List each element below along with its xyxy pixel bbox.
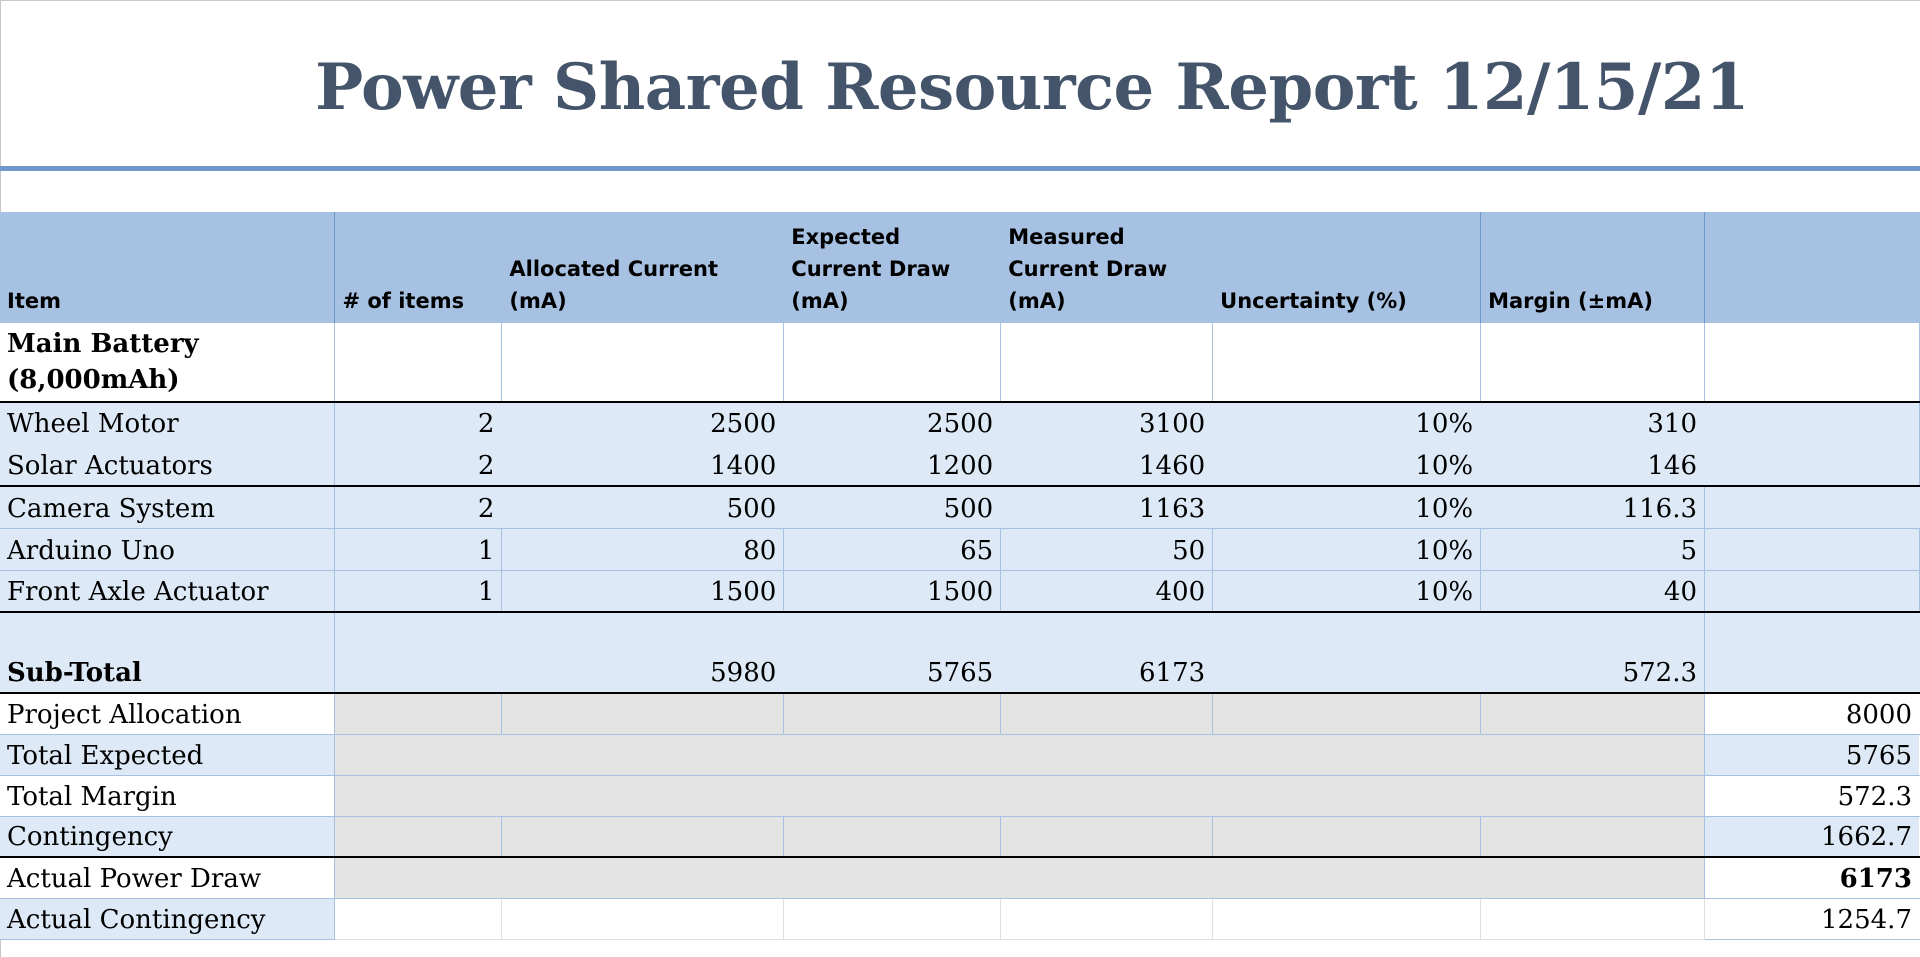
- blank-cell[interactable]: [1705, 486, 1920, 528]
- report-title: Power Shared Resource Report 12/15/21: [315, 50, 1749, 125]
- margin-cell[interactable]: 310: [1481, 402, 1705, 443]
- section-cell[interactable]: [784, 323, 1001, 402]
- footer-row-project-allocation: [0, 693, 1920, 734]
- uncertainty-cell[interactable]: 10%: [1213, 443, 1481, 486]
- uncertainty-cell[interactable]: 10%: [1213, 402, 1481, 443]
- header-blank[interactable]: [1705, 212, 1920, 323]
- item-cell[interactable]: Wheel Motor: [0, 402, 335, 443]
- greyed-cell[interactable]: [502, 816, 784, 857]
- empty-cell[interactable]: [502, 898, 784, 939]
- table-row: [0, 570, 1920, 612]
- margin-cell[interactable]: 146: [1481, 443, 1705, 486]
- footer-row-actual-contingency: [0, 898, 1920, 939]
- section-cell[interactable]: [502, 323, 784, 402]
- measured-cell[interactable]: 1163: [1001, 486, 1213, 528]
- margin-cell[interactable]: 5: [1481, 528, 1705, 570]
- margin-cell[interactable]: 116.3: [1481, 486, 1705, 528]
- expected-cell[interactable]: 500: [784, 486, 1001, 528]
- footer-value[interactable]: 572.3: [1705, 775, 1920, 816]
- count-cell[interactable]: 2: [335, 402, 502, 443]
- section-cell[interactable]: [1001, 323, 1213, 402]
- section-cell[interactable]: [1481, 323, 1705, 402]
- greyed-cell[interactable]: [784, 693, 1001, 734]
- footer-label[interactable]: Total Expected: [0, 734, 335, 775]
- footer-value[interactable]: 1662.7: [1705, 816, 1920, 857]
- subtotal-measured[interactable]: 6173: [1001, 612, 1213, 693]
- empty-cell[interactable]: [1213, 898, 1481, 939]
- subtotal-uncertainty-cell[interactable]: [1213, 612, 1481, 693]
- greyed-cell[interactable]: [784, 816, 1001, 857]
- empty-cell[interactable]: [784, 898, 1001, 939]
- expected-cell[interactable]: 2500: [784, 402, 1001, 443]
- greyed-cell[interactable]: [335, 693, 502, 734]
- footer-value[interactable]: 1254.7: [1705, 898, 1920, 939]
- expected-cell[interactable]: 1200: [784, 443, 1001, 486]
- count-cell[interactable]: 1: [335, 528, 502, 570]
- section-row: [0, 323, 1920, 402]
- allocated-cell[interactable]: 1500: [502, 570, 784, 612]
- footer-label[interactable]: Actual Contingency: [0, 898, 335, 939]
- header-margin[interactable]: Margin (±mA): [1481, 212, 1705, 323]
- header-expected[interactable]: Expected Current Draw (mA): [784, 212, 1001, 323]
- greyed-cell[interactable]: [1481, 816, 1705, 857]
- empty-cell[interactable]: [335, 898, 502, 939]
- footer-row-actual-power-draw: [0, 857, 1920, 898]
- footer-row-contingency: [0, 816, 1920, 857]
- count-cell[interactable]: 1: [335, 570, 502, 612]
- sheet-frame-top: [0, 0, 1920, 1]
- table-row: [0, 528, 1920, 570]
- blank-cell[interactable]: [1705, 443, 1920, 486]
- footer-value[interactable]: 5765: [1705, 734, 1920, 775]
- greyed-merged-cell[interactable]: [335, 775, 1705, 816]
- table-row: [0, 402, 1920, 443]
- section-cell[interactable]: [1213, 323, 1481, 402]
- empty-cell[interactable]: [1001, 898, 1213, 939]
- title-underline: [0, 166, 1920, 171]
- table-row: [0, 486, 1920, 528]
- measured-cell[interactable]: 50: [1001, 528, 1213, 570]
- greyed-merged-cell[interactable]: [335, 857, 1705, 898]
- uncertainty-cell[interactable]: 10%: [1213, 528, 1481, 570]
- uncertainty-cell[interactable]: 10%: [1213, 486, 1481, 528]
- allocated-cell[interactable]: 80: [502, 528, 784, 570]
- greyed-cell[interactable]: [335, 816, 502, 857]
- margin-cell[interactable]: 40: [1481, 570, 1705, 612]
- expected-cell[interactable]: 65: [784, 528, 1001, 570]
- footer-label[interactable]: Project Allocation: [0, 693, 335, 734]
- footer-row-total-margin: [0, 775, 1920, 816]
- measured-cell[interactable]: 3100: [1001, 402, 1213, 443]
- greyed-cell[interactable]: [1213, 816, 1481, 857]
- header-row: [0, 212, 1920, 323]
- greyed-cell[interactable]: [1213, 693, 1481, 734]
- header-uncertainty[interactable]: Uncertainty (%): [1213, 212, 1481, 323]
- greyed-cell[interactable]: [1001, 693, 1213, 734]
- section-label[interactable]: Main Battery (8,000mAh): [0, 323, 335, 402]
- subtotal-margin[interactable]: 572.3: [1481, 612, 1705, 693]
- subtotal-allocated[interactable]: 5980: [502, 612, 784, 693]
- footer-label[interactable]: Contingency: [0, 816, 335, 857]
- greyed-cell[interactable]: [1001, 816, 1213, 857]
- allocated-cell[interactable]: 1400: [502, 443, 784, 486]
- count-cell[interactable]: 2: [335, 486, 502, 528]
- allocated-cell[interactable]: 2500: [502, 402, 784, 443]
- greyed-merged-cell[interactable]: [335, 734, 1705, 775]
- power-resource-table: [0, 212, 1920, 940]
- empty-cell[interactable]: [1481, 898, 1705, 939]
- header-item[interactable]: Item: [0, 212, 335, 323]
- subtotal-count-cell[interactable]: [335, 612, 502, 693]
- header-count[interactable]: # of items: [335, 212, 502, 323]
- header-measured[interactable]: Measured Current Draw (mA): [1001, 212, 1213, 323]
- count-cell[interactable]: 2: [335, 443, 502, 486]
- footer-label[interactable]: Actual Power Draw: [0, 857, 335, 898]
- greyed-cell[interactable]: [502, 693, 784, 734]
- allocated-cell[interactable]: 500: [502, 486, 784, 528]
- subtotal-label[interactable]: Sub-Total: [0, 612, 335, 693]
- item-cell[interactable]: Front Axle Actuator: [0, 570, 335, 612]
- header-allocated[interactable]: Allocated Current (mA): [502, 212, 784, 323]
- footer-label[interactable]: Total Margin: [0, 775, 335, 816]
- uncertainty-cell[interactable]: 10%: [1213, 570, 1481, 612]
- blank-cell[interactable]: [1705, 402, 1920, 443]
- blank-cell[interactable]: [1705, 570, 1920, 612]
- subtotal-expected[interactable]: 5765: [784, 612, 1001, 693]
- table-row: [0, 443, 1920, 486]
- measured-cell[interactable]: 1460: [1001, 443, 1213, 486]
- footer-row-total-expected: [0, 734, 1920, 775]
- section-cell[interactable]: [1705, 323, 1920, 402]
- item-cell[interactable]: Arduino Uno: [0, 528, 335, 570]
- section-cell[interactable]: [335, 323, 502, 402]
- expected-cell[interactable]: 1500: [784, 570, 1001, 612]
- footer-value[interactable]: 8000: [1705, 693, 1920, 734]
- subtotal-row: [0, 612, 1920, 693]
- greyed-cell[interactable]: [1481, 693, 1705, 734]
- footer-value[interactable]: 6173: [1705, 857, 1920, 898]
- item-cell[interactable]: Camera System: [0, 486, 335, 528]
- measured-cell[interactable]: 400: [1001, 570, 1213, 612]
- subtotal-blank-cell[interactable]: [1705, 612, 1920, 693]
- item-cell[interactable]: Solar Actuators: [0, 443, 335, 486]
- blank-cell[interactable]: [1705, 528, 1920, 570]
